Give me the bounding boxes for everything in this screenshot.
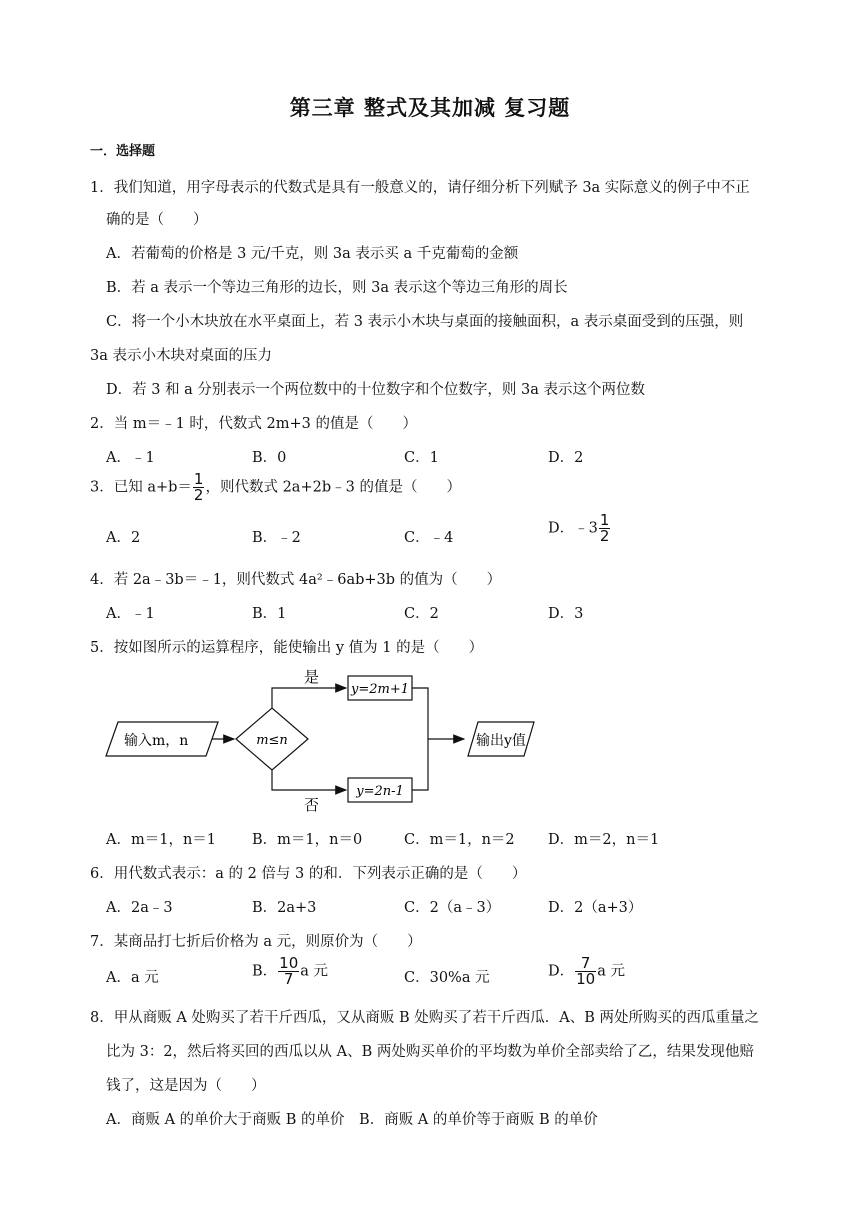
q7-option-b: [252, 956, 328, 987]
q5-option-c: C．m＝1，n＝2: [404, 832, 515, 848]
flow-merge-line: [412, 688, 428, 790]
q3-fraction-num: 1: [193, 470, 204, 488]
q3-option-d: [548, 513, 611, 544]
flow-condition-label: m≤n: [256, 733, 288, 748]
q6-option-b: B．2a+3: [252, 900, 317, 916]
section-heading: 一．选择题: [90, 144, 156, 159]
q7-option-b-den: 7: [283, 970, 294, 988]
q8-stem-line2: 比为 3：2，然后将买回的西瓜以从 A、B 两处购买单价的平均数为单价全部卖给了乙，结果发现他赔: [106, 1044, 754, 1060]
q7-option-d: [548, 956, 625, 987]
q3-option-a: A．2: [106, 530, 141, 546]
q2-option-b: B．0: [252, 450, 287, 466]
q3-option-b: B．﹣2: [252, 530, 301, 546]
q4-stem: 4．若 2a﹣3b＝﹣1，则代数式 4a²﹣6ab+3b 的值为（ ）: [90, 572, 502, 588]
q7-option-d-post: a 元: [597, 963, 625, 980]
flow-top-box-label: y=2m+1: [351, 682, 409, 697]
q7-option-b-pre: B．: [252, 963, 278, 980]
q3-option-d-num: 1: [599, 511, 610, 529]
q1-stem-line1: 1．我们知道，用字母表示的代数式是具有一般意义的，请仔细分析下列赋予 3a 实际意义的例子中不正: [90, 180, 750, 196]
q3-fraction: [193, 472, 205, 503]
q3-stem-pre: 3．已知 a+b＝: [90, 479, 192, 496]
flow-yes-line: [272, 688, 346, 708]
q1-option-b: B．若 a 表示一个等边三角形的边长，则 3a 表示这个等边三角形的周长: [106, 280, 568, 296]
q7-option-b-num: 10: [279, 954, 299, 972]
q4-option-a: A．﹣1: [106, 606, 155, 622]
q7-option-d-num: 7: [575, 956, 596, 972]
q7-option-b-post: a 元: [300, 963, 329, 980]
q8-options-ab: A．商贩 A 的单价大于商贩 B 的单价 B．商贩 A 的单价等于商贩 B 的单价: [106, 1112, 598, 1128]
q3-stem-post: ，则代数式 2a+2b﹣3 的值是（ ）: [205, 479, 461, 496]
q7-option-d-fraction: [575, 956, 596, 987]
flow-bottom-box-label: y=2n-1: [356, 784, 404, 799]
q3-stem: [90, 472, 461, 503]
q7-option-c: C．30%a 元: [404, 970, 490, 986]
q4-option-b: B．1: [252, 606, 287, 622]
flow-yes-label: 是: [304, 668, 320, 686]
q6-option-d: D．2（a+3）: [548, 900, 643, 916]
flow-no-line: [272, 770, 346, 790]
q3-fraction-den: 2: [193, 486, 204, 504]
q4-option-c: C．2: [404, 606, 439, 622]
q8-stem-line3: 钱了，这是因为（ ）: [106, 1078, 266, 1094]
q1-option-a: A．若葡萄的价格是 3 元/千克，则 3a 表示买 a 千克葡萄的金额: [106, 246, 519, 262]
q4-option-d: D．3: [548, 606, 584, 622]
q2-option-c: C．1: [404, 450, 439, 466]
q5-stem: 5．按如图所示的运算程序，能使输出 y 值为 1 的是（ ）: [90, 640, 484, 656]
q2-option-d: D．2: [548, 450, 584, 466]
q1-option-c-line2: 3a 表示小木块对桌面的压力: [90, 348, 272, 364]
q5-flowchart: [100, 660, 540, 820]
q2-option-a: A．﹣1: [106, 450, 155, 466]
q3-option-d-den: 2: [599, 527, 610, 545]
flow-input-label: 输入m，n: [124, 733, 189, 749]
q7-stem: 7．某商品打七折后价格为 a 元，则原价为（ ）: [90, 934, 422, 950]
q6-stem: 6．用代数式表示：a 的 2 倍与 3 的和．下列表示正确的是（ ）: [90, 866, 527, 882]
flow-output-label: 输出y值: [476, 733, 526, 749]
q3-option-d-pre: D．﹣3: [548, 520, 598, 537]
page-title: 第三章 整式及其加减 复习题: [289, 96, 571, 120]
q5-option-a: A．m＝1，n＝1: [106, 832, 217, 848]
q3-option-d-fraction: [599, 513, 611, 544]
q8-stem-line1: 8．甲从商贩 A 处购买了若干斤西瓜，又从商贩 B 处购买了若干斤西瓜．A、B 两处所购买的西瓜重量之: [90, 1010, 760, 1026]
q6-option-a: A．2a﹣3: [106, 900, 173, 916]
q1-stem-line2: 确的是（ ）: [106, 212, 208, 228]
q3-option-c: C．﹣4: [404, 530, 454, 546]
q2-stem: 2．当 m＝﹣1 时，代数式 2m+3 的值是（ ）: [90, 416, 417, 432]
q1-option-c-line1: C．将一个小木块放在水平桌面上，若 3 表示小木块与桌面的接触面积，a 表示桌面受到的压强，则: [106, 314, 744, 330]
q1-option-d: D．若 3 和 a 分别表示一个两位数中的十位数字和个位数字，则 3a 表示这个两位数: [106, 382, 646, 398]
q7-option-d-den: 10: [576, 970, 596, 988]
q5-option-b: B．m＝1，n＝0: [252, 832, 363, 848]
q6-option-c: C．2（a﹣3）: [404, 900, 501, 916]
q7-option-b-fraction: [278, 956, 299, 987]
flow-no-label: 否: [304, 796, 320, 814]
q7-option-a: A．a 元: [106, 970, 159, 986]
q5-option-d: D．m＝2，n＝1: [548, 832, 660, 848]
q7-option-d-pre: D．: [548, 963, 575, 980]
